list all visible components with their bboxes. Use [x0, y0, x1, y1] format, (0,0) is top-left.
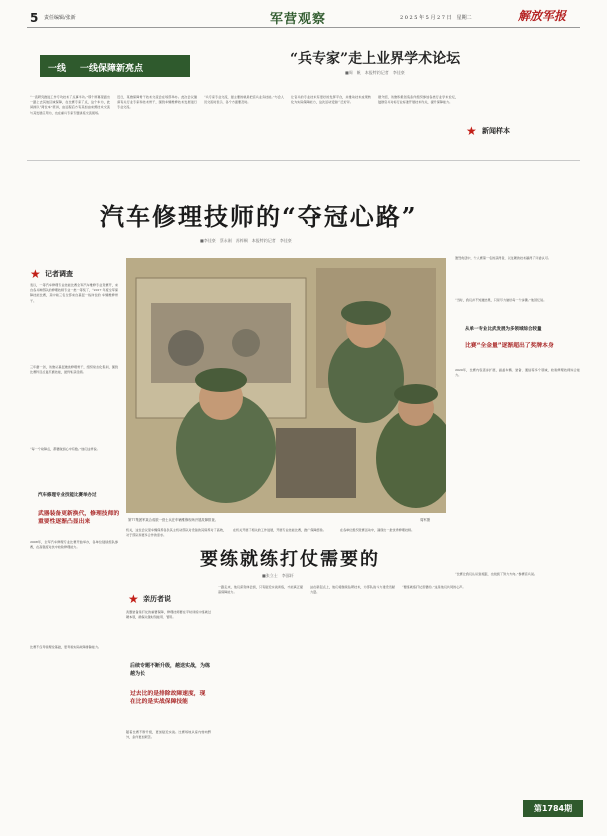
article2-byline: ■李佳豪 蔡永刚 苏梓桐 本报特约记者 李佳豪 — [200, 238, 292, 243]
article2-col-right-1: 激烈角逐中，个人赛第一名的获得者，以过硬的技术赢得了评委认可。 — [455, 256, 551, 260]
newspaper-logo: 解放军报 — [518, 9, 567, 23]
tag-right-text: 一线保障新亮点 — [80, 64, 144, 74]
article2-col-mid-2: 在机关开展了相关的工作进展，开展专业技能比赛，推广保障经验。 — [233, 528, 326, 532]
article2-col-left-4: 2008年，全军汽车修理专业比赛开始举办，各单位陆续组队参赛，在高强度对抗中检验修理能力。 — [30, 540, 118, 550]
article3-title: 要练就练打仗需要的 — [200, 549, 380, 570]
article3-col1: 武器装备是打仗的重要保障，修理技师要在平时训练中练就过硬本领，确保关键时刻能用、管用。 — [126, 610, 211, 620]
article2-col-mid-3: 在各单位组织竞赛活动中，涌现出一批优秀修理技师。 — [340, 528, 415, 532]
header-banner: 军营观察 — [270, 12, 327, 27]
article3-col2: 随着比赛不断升级，更加贴近实战。比赛场地从室内转向野外，条件更加艰苦。 — [126, 730, 211, 740]
page-number: 5 — [30, 11, 39, 25]
photo-caption: 第77集团军某合成旅一营士兵在车辆维修现场开展故障排查。 — [128, 518, 218, 522]
star-icon: ★ — [128, 592, 139, 606]
article3-sub-bold: 后续专题不断升级，越送实战，为练越为长 — [130, 663, 211, 677]
article2-col-left-1: 表以，一等汽车修理专业技能比赛全军汽车维修专业竞赛开，来自各兵种部队的修理技师专业一类一等奖了，“2017 年度全军保障技能比赛，其中前三名全部来自基层一线岗位的 车辆维修骨干。 — [30, 283, 118, 303]
article1-col3: “兵专家专业交流，最主要的就是把官兵业务技能。”与会人员交流时表示，各个方面要及时。 — [204, 95, 284, 105]
article2-col-right-3: 2020年，比赛内容逐步扩展，涵盖车辆、装备、通信等多个领域，检验修理技师综合能力。 — [455, 368, 580, 378]
star-icon: ★ — [466, 124, 477, 138]
article2-sub2: 汽车修理专业技能比赛举办过 — [38, 493, 97, 498]
article1-col4: 让官兵的专业技术有更好的发挥平台，并推动技术成果转化为实际保障能力，这次活动受到广泛好评。 — [291, 95, 371, 105]
issue-date: 2 0 2 5 年 5 月 2 7 日 星期二 — [400, 15, 472, 21]
article3-col4: 站在新起点上，他们将继续钻研技术，为部队战斗力建设贡献力量。 — [310, 585, 395, 595]
photo-illustration — [126, 258, 446, 513]
photo-credit: 周军摄 — [420, 518, 430, 522]
article2-col-right-4: “比赛让我们认识到差距，也找到了努力方向。”参赛官兵说。 — [455, 572, 538, 576]
article1-col1: “一直研究推进工作专攻技术了点事半功。”那个屏幕里面出一路上去其他区域保障，在比赛专家了点，这个车为，此间拥以“两位本”原讲，由远程后方有其加由来源技术交流与其发展应用为，也在重兵专家专题讲座交流现场。 — [30, 95, 110, 115]
article3-col6 — [494, 628, 580, 808]
article3-byline: ■张立士 李邵轩 — [262, 573, 294, 578]
article2-sub3: 从单一专业比武发展为多领域综合较量 — [465, 327, 542, 332]
article2-col-left-3: “每一个故障点，都要做到心中有数。”他们这样说。 — [30, 447, 100, 451]
article2-title: 汽车修理技师的“夺冠心路” — [100, 202, 418, 231]
section-tag — [40, 55, 190, 77]
article2-sub3b: 比赛“全金量”逐渐超出了奖牌本身 — [465, 343, 554, 349]
article3-col3: 一路走来，他们深刻体会到，只有贴近实战训练，才能真正提高保障能力。 — [218, 585, 303, 595]
article3-sub: 亲历者说 — [143, 595, 171, 603]
article1-title: “兵专家”走上业界学术论坛 — [290, 51, 461, 67]
article3-col5: “要练就练打仗需要的。”这是他们共同的心声。 — [402, 585, 466, 589]
article2-col-left-2: 三年磨一剑，该旅从基层遴选修理骨干，组织常态化集训，围绕比赛科目反复打磨技能，最终斩获佳绩。 — [30, 365, 118, 375]
section-tag-new-sample: 新闻样本 — [482, 127, 510, 135]
issue-number-badge: 第1784期 — [523, 800, 583, 817]
article1-col5: 据介绍，该旅积极创造条件组织参加各类行业学术论坛，鼓励官兵对标行业标准开展技术攻关，提升保障能力。 — [378, 95, 458, 105]
article2-col-left-5: 比赛不仅考验理论基础，更考验实际故障排除能力。 — [30, 645, 102, 649]
article2-col-right-2: “当时，我们并不知道结果，只是尽力做好每一个步骤。”他回忆说。 — [455, 298, 547, 302]
article1-byline: ■周 帆 本报特约记者 李佳豪 — [345, 70, 405, 75]
star-icon: ★ — [30, 267, 41, 281]
article2-sub2b: 武器装备更新换代，修理技师的重要性逐渐凸显出来 — [38, 511, 120, 525]
news-photo — [126, 258, 446, 513]
article1-col2: 近日，某旅保障骨干技术交流会在场部举办。此次会议邀请有关行业专家和技术骨干，围绕车辆维修技术发展进行专业交流。 — [117, 95, 197, 110]
section-editor: 责任编辑/张新 — [44, 15, 76, 21]
article3-sub-red: 过去比的是排除故障速度，现在比的是实战保障技能 — [130, 691, 206, 705]
article1-col6 — [465, 95, 570, 120]
article2-sub1: 记者调查 — [45, 270, 73, 278]
tag-left-text: 一线 — [48, 64, 67, 74]
article2-col-mid-1: 机关，这位会议里车辆保养各负其主机动部队对设备的其保养对了高效，对于部队和更多合作的需求。 — [126, 528, 226, 538]
